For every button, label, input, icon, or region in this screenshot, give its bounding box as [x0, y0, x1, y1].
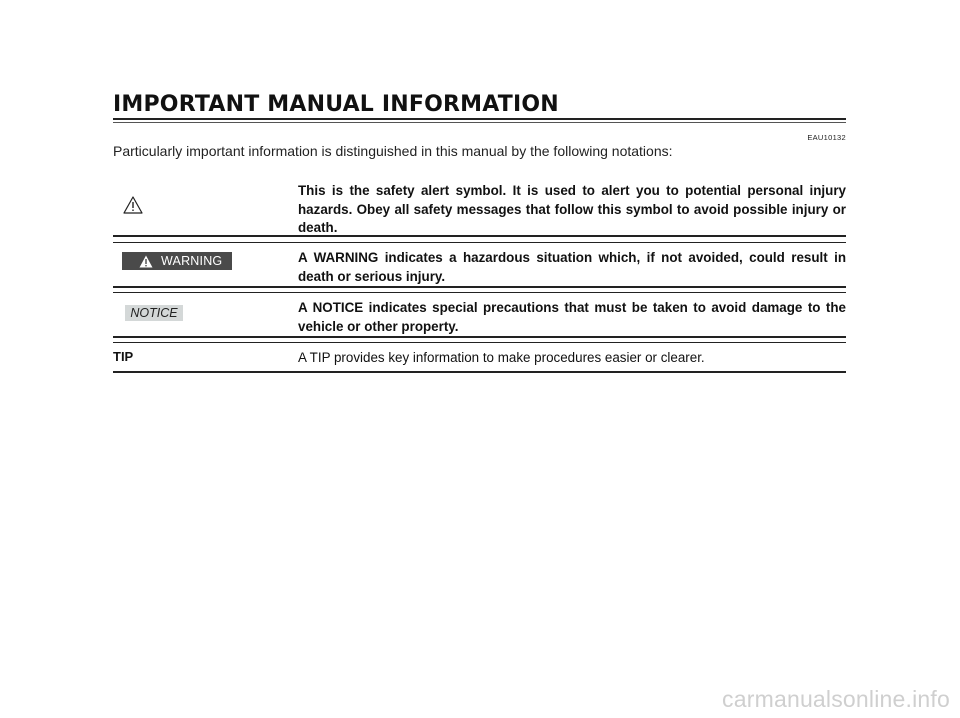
title-rule-thin	[113, 122, 846, 123]
notation-row-notice	[113, 292, 846, 338]
notation-text: A TIP provides key information to make procedures easier or clearer.	[298, 350, 705, 365]
watermark: carmanualsonline.info	[722, 686, 950, 712]
notice-label: NOTICE	[125, 305, 183, 321]
title-rule	[113, 118, 846, 120]
notation-row-safety	[113, 180, 846, 237]
intro-text: Particularly important information is distinguished in this manual by the following notations:	[113, 143, 673, 159]
notation-text: A WARNING indicates a hazardous situation which, if not avoided, could result in death or serious injury.	[298, 250, 846, 284]
notation-text: A NOTICE indicates special precautions that must be taken to avoid damage to the vehicle or other property.	[298, 300, 846, 334]
notation-row-warning	[113, 242, 846, 288]
doc-code: EAU10132	[807, 133, 846, 142]
page-title: IMPORTANT MANUAL INFORMATION	[113, 92, 559, 117]
notation-text: This is the safety alert symbol. It is used to alert you to potential personal injury hazards. Obey all safety messages that follow this symbol to avoid possible injury or death.	[298, 183, 846, 235]
tip-label: TIP	[113, 349, 134, 364]
warning-label-text: WARNING	[161, 254, 223, 268]
notation-row-tip	[113, 342, 846, 373]
